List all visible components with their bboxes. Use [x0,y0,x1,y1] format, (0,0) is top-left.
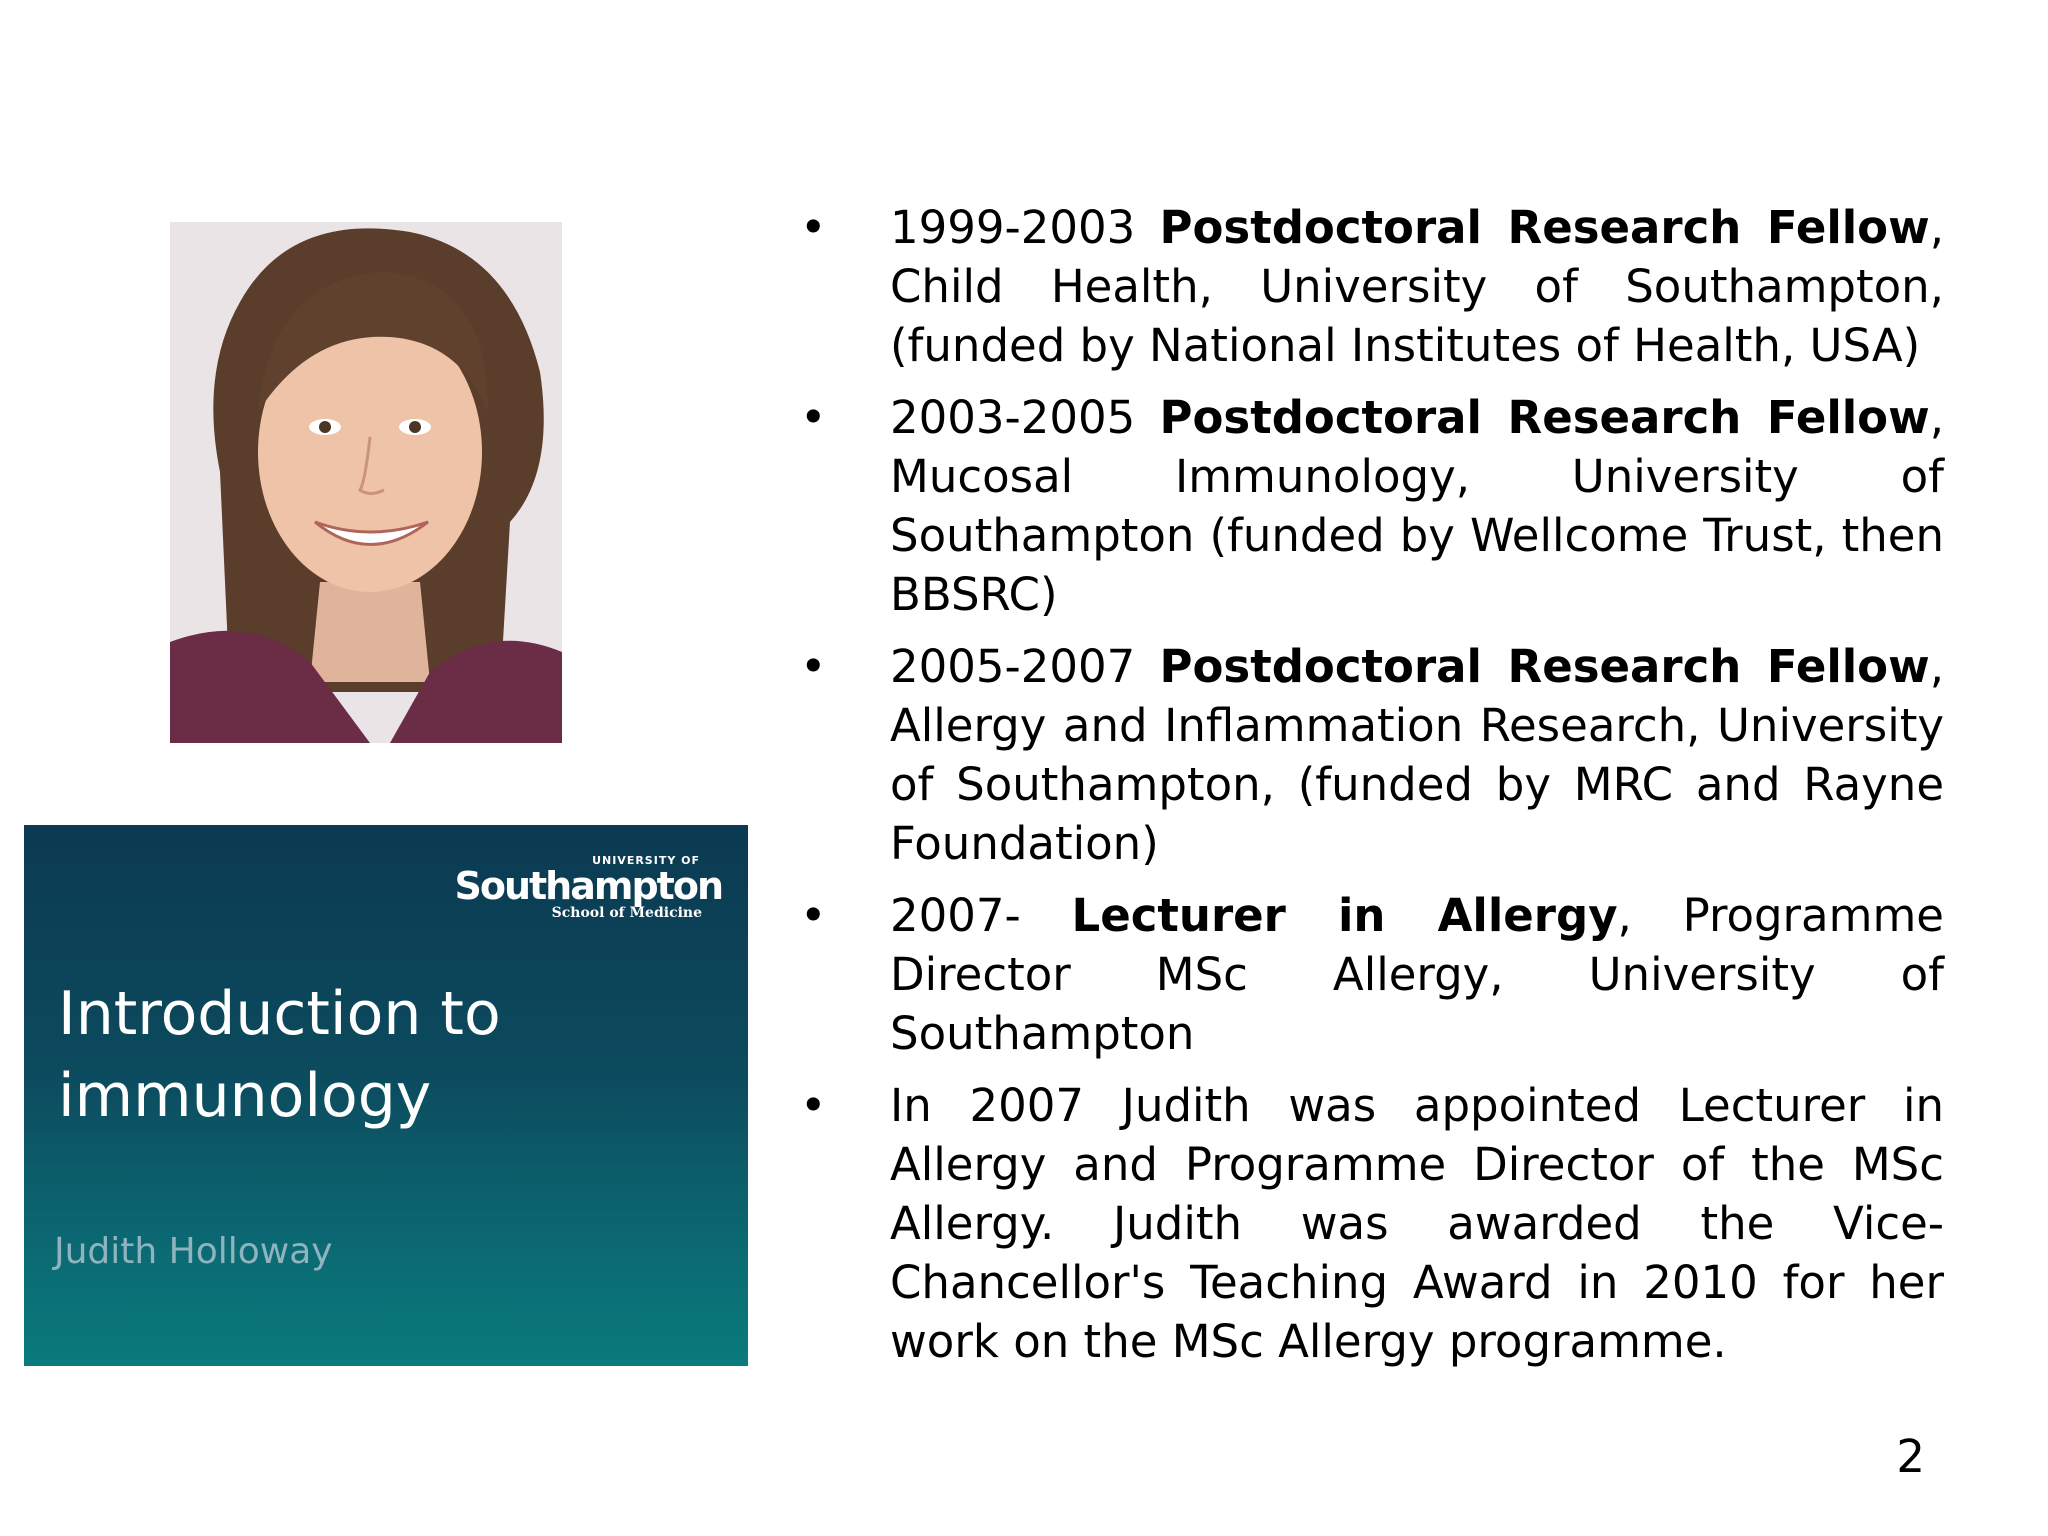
career-item [800,886,1944,1063]
bullet-icon: • [800,1079,827,1132]
portrait-illustration [170,222,562,743]
career-detail: , Allergy and Inflammation Research, University of Southampton, (funded by MRC and Rayne Foundation) [890,640,1944,870]
career-item [800,637,1944,873]
bullet-icon: • [800,391,827,444]
bullet-icon: • [800,201,827,254]
career-role: Lecturer in Allergy [1071,889,1618,942]
career-years: 2007- [890,889,1021,942]
lecture-title-card [24,825,748,1366]
bullet-icon: • [800,640,827,693]
career-summary: In 2007 Judith was appointed Lecturer in Allergy and Programme Director of the MSc Allergy. Judith was awarded the Vice-Chancellor's Teaching Award in 2010 for her work on the MSc Allergy programme. [890,1079,1944,1368]
lecture-title: Introduction to immunology [58,979,501,1131]
career-role: Postdoctoral Research Fellow [1159,201,1930,254]
career-years: 1999-2003 [890,201,1136,254]
logo-university-of: UNIVERSITY OF [592,854,700,867]
career-role: Postdoctoral Research Fellow [1159,391,1930,444]
logo-school-of-medicine: School of Medicine [551,905,702,921]
career-item [800,1076,1944,1371]
career-detail: , Programme Director MSc Allergy, University of Southampton [890,889,1944,1060]
career-detail: , Child Health, University of Southampton, (funded by National Institutes of Health, USA) [890,201,1944,372]
career-item [800,198,1944,375]
lecture-author: Judith Holloway [54,1231,333,1272]
bullet-icon: • [800,889,827,942]
page-number: 2 [1896,1430,1925,1483]
career-years: 2003-2005 [890,391,1136,444]
portrait-photo [170,222,562,743]
career-list [800,198,1944,1384]
logo-southampton: Southampton [454,864,722,908]
university-logo [454,855,722,921]
career-years: 2005-2007 [890,640,1136,693]
career-detail: , Mucosal Immunology, University of Southampton (funded by Wellcome Trust, then BBSRC) [890,391,1944,621]
career-role: Postdoctoral Research Fellow [1159,640,1930,693]
career-item [800,388,1944,624]
